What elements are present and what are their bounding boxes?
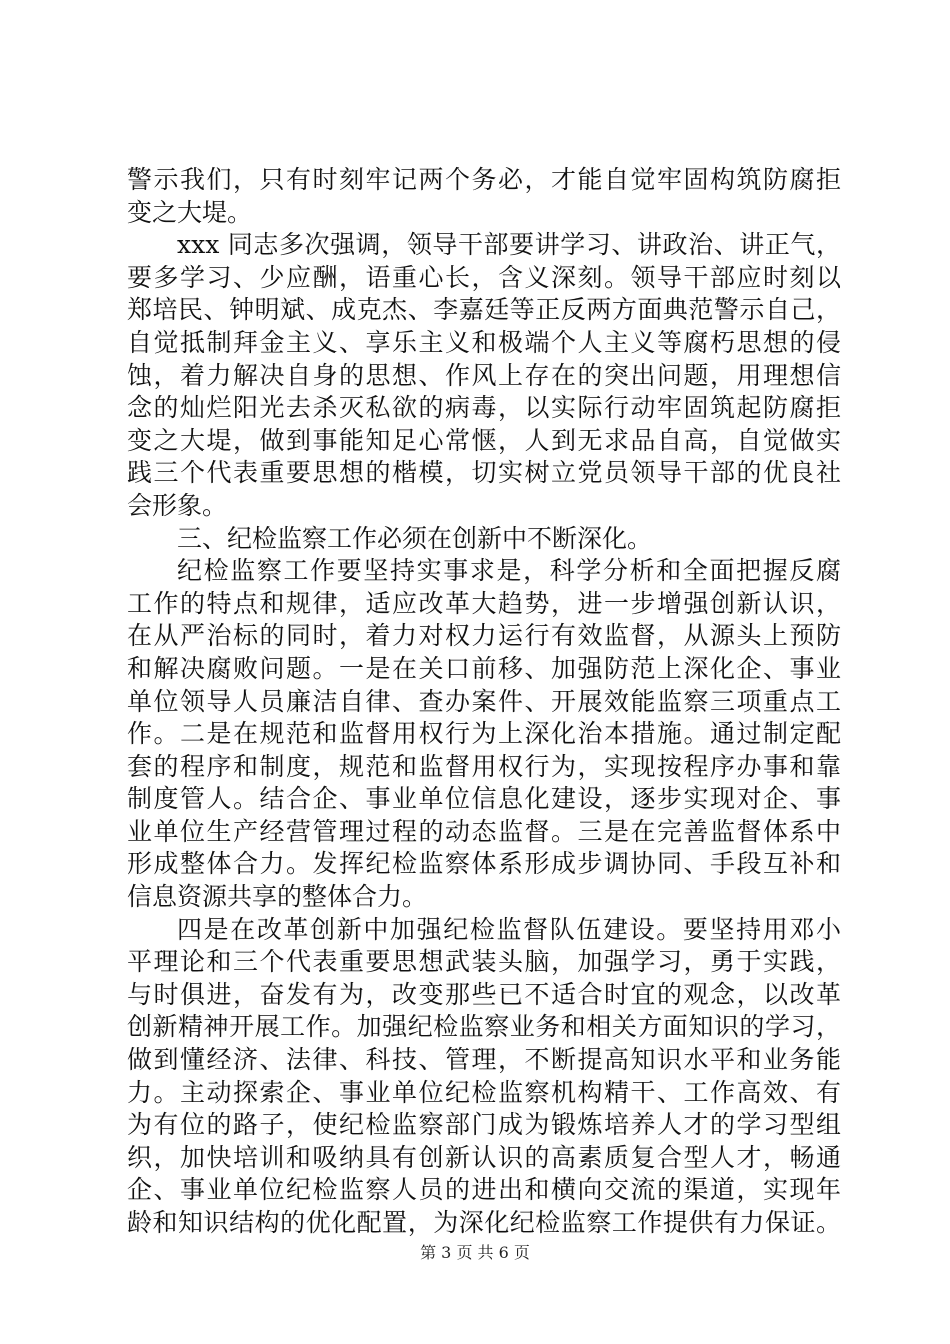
text-line: 创新精神开展工作。加强纪检监察业务和相关方面知识的学习， bbox=[127, 1012, 841, 1042]
text-line: 念的灿烂阳光去杀灭私欲的病毒，以实际行动牢固筑起防腐拒 bbox=[127, 393, 841, 423]
text-line: 要多学习、少应酬，语重心长，含义深刻。领导干部应时刻以 bbox=[127, 262, 841, 292]
text-line: xxx 同志多次强调，领导干部要讲学习、讲政治、讲正气， bbox=[177, 230, 841, 260]
body-text bbox=[127, 164, 841, 1240]
text-line: 制度管人。结合企、事业单位信息化建设，逐步实现对企、事 bbox=[127, 784, 841, 814]
text-line: 纪检监察工作要坚持实事求是，科学分析和全面把握反腐 bbox=[177, 556, 841, 586]
page-footer: 第 3 页 共 6 页 bbox=[420, 1243, 530, 1262]
text-line: 变之大堤，做到事能知足心常惬，人到无求品自高，自觉做实 bbox=[127, 425, 841, 455]
text-line: 变之大堤。 bbox=[127, 197, 253, 227]
text-line: 企、事业单位纪检监察人员的进出和横向交流的渠道，实现年 bbox=[127, 1175, 841, 1205]
text-line: 信息资源共享的整体合力。 bbox=[127, 882, 428, 912]
text-line: 套的程序和制度，规范和监督用权行为，实现按程序办事和靠 bbox=[127, 751, 841, 781]
text-line: 业单位生产经营管理过程的动态监督。三是在完善监督体系中 bbox=[127, 816, 841, 846]
text-line: 平理论和三个代表重要思想武装头脑，加强学习，勇于实践， bbox=[127, 947, 841, 977]
text-line: 龄和知识结构的优化配置，为深化纪检监察工作提供有力保证。 bbox=[127, 1208, 841, 1237]
text-line: 做到懂经济、法律、科技、管理，不断提高知识水平和业务能 bbox=[127, 1045, 841, 1075]
text-line: 蚀，着力解决自身的思想、作风上存在的突出问题，用理想信 bbox=[127, 360, 841, 390]
text-line: 为有位的路子，使纪检监察部门成为锻炼培养人才的学习型组 bbox=[127, 1110, 841, 1140]
text-line: 和解决腐败问题。一是在关口前移、加强防范上深化企、事业 bbox=[127, 653, 841, 683]
text-line: 工作的特点和规律，适应改革大趋势，进一步增强创新认识， bbox=[127, 588, 841, 618]
text-line: 形成整体合力。发挥纪检监察体系形成步调协同、手段互补和 bbox=[127, 849, 841, 879]
text-line: 郑培民、钟明斌、成克杰、李嘉廷等正反两方面典范警示自己， bbox=[127, 295, 841, 325]
text-line: 四是在改革创新中加强纪检监督队伍建设。要坚持用邓小 bbox=[177, 914, 841, 944]
text-line: 会形象。 bbox=[127, 490, 228, 520]
text-line: 在从严治标的同时，着力对权力运行有效监督，从源头上预防 bbox=[127, 621, 841, 651]
text-line: 与时俱进，奋发有为，改变那些已不适合时宜的观念，以改革 bbox=[127, 979, 841, 1009]
text-line: 作。二是在规范和监督用权行为上深化治本措施。通过制定配 bbox=[127, 719, 841, 749]
text-line: 践三个代表重要思想的楷模，切实树立党员领导干部的优良社 bbox=[127, 458, 841, 488]
text-line: 警示我们，只有时刻牢记两个务必，才能自觉牢固构筑防腐拒 bbox=[127, 165, 841, 194]
text-line: 单位领导人员廉洁自律、查办案件、开展效能监察三项重点工 bbox=[127, 686, 841, 716]
text-line: 力。主动探索企、事业单位纪检监察机构精干、工作高效、有 bbox=[127, 1077, 841, 1107]
text-line: 三、纪检监察工作必须在创新中不断深化。 bbox=[177, 523, 653, 553]
text-line: 织，加快培训和吸纳具有创新认识的高素质复合型人才，畅通 bbox=[127, 1142, 841, 1172]
text-line: 自觉抵制拜金主义、享乐主义和极端个人主义等腐朽思想的侵 bbox=[127, 327, 841, 357]
